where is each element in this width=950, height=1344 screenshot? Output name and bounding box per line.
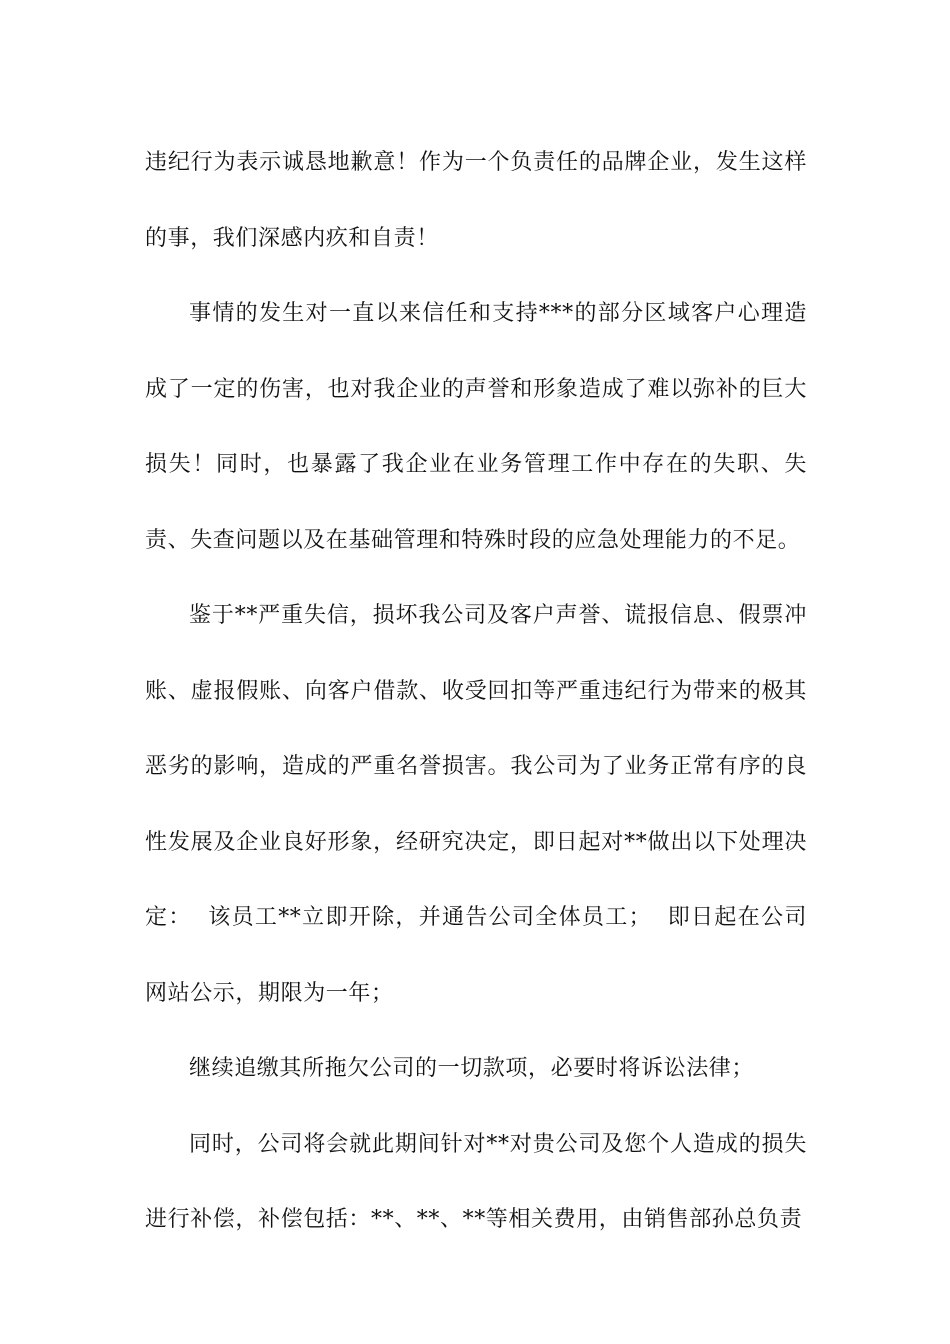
paragraph-compensation: 同时，公司将会就此期间针对**对贵公司及您个人造成的损失进行补偿，补偿包括：**、**、**等相关费用，由销售部孙总负责	[145, 1131, 807, 1232]
document-body	[145, 125, 807, 1258]
paragraph-recovery: 继续追缴其所拖欠公司的一切款项，必要时将诉讼法律；	[189, 1056, 755, 1081]
paragraph-decision: 鉴于**严重失信，损坏我公司及客户声誉、谎报信息、假票冲账、虚报假账、向客户借款、收受回扣等严重违纪行为带来的极其恶劣的影响，造成的严重名誉损害。我公司为了业务正常有序的良性发展及企业良好形象，经研究决定，即日起对**做出以下处理决定： 该员工**立即开除，并通告公司全体员工； 即日起在公司网站公示，期限为一年；	[145, 603, 807, 1006]
paragraph-apology: 违纪行为表示诚恳地歉意！作为一个负责任的品牌企业，发生这样的事，我们深感内疚和自责！	[145, 150, 807, 251]
paragraph-impact: 事情的发生对一直以来信任和支持***的部分区域客户心理造成了一定的伤害，也对我企业的声誉和形象造成了难以弥补的巨大损失！同时，也暴露了我企业在业务管理工作中存在的失职、失责、失查问题以及在基础管理和特殊时段的应急处理能力的不足。	[145, 301, 807, 553]
